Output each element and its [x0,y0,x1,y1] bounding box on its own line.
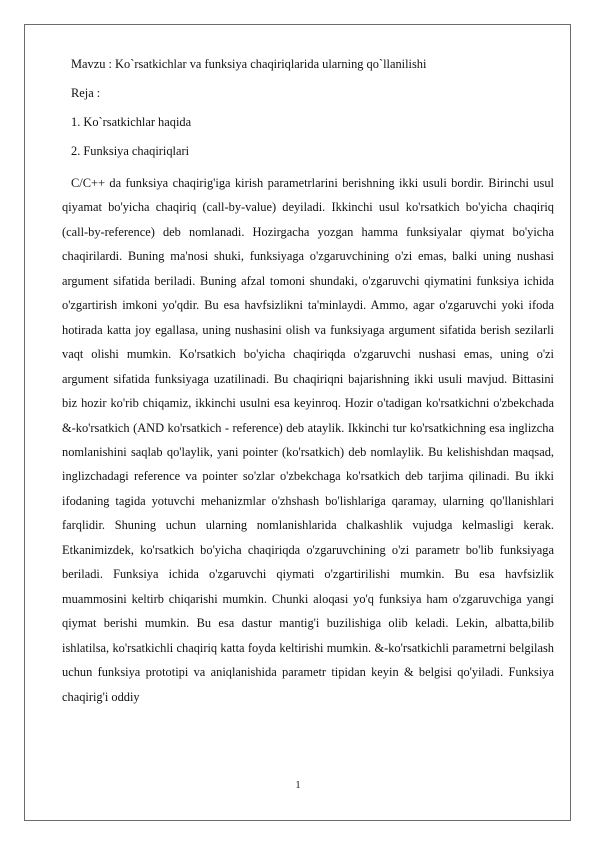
plan-item-2: 2. Funksiya chaqiriqlari [71,144,190,158]
topic-line: Mavzu : Ko`rsatkichlar va funksiya chaqiriqlarida ularning qo`llanilishi [71,57,427,71]
page-number: 1 [295,779,301,791]
document-content [62,55,554,709]
plan-item-1: 1. Ko`rsatkichlar haqida [71,115,192,129]
body-paragraph: C/C++ da funksiya chaqirig'iga kirish parametrlarini berishning ikki usuli bordir. Birinchi usul qiyamat bo'yicha chaqiriq (call-by-value) deyiladi. Ikkinchi usul ko'rsatkich bo'yicha chaqiriq (call-by-reference) deb nomlanadi. Hozirgacha yozgan hamma funksiyalar qiymat bo'yicha chaqirilardi. Buning ma'nosi shuki, funksiyaga o'zgaruvchining o'zi emas, balki uning nushasi argument sifatida beriladi. Buning afzal tomoni shundaki, o'zgaruvchi qiymatini funksiya ichida o'zgartirish imkoni yo'qdir. Bu esa havfsizlikni ta'minlaydi. Ammo, agar o'zgaruvchi yoki ifoda hotirada katta joy egallasa, uning nushasini olish va funksiyaga argument sifatida berish sezilarli vaqt olishi mumkin. Ko'rsatkich bo'yicha chaqiriqda o'zgaruvchi nushasi emas, uning o'zi argument sifatida funksiyaga uzatilinadi. Bu chaqiriqni bajarishning ikki usuli mavjud. Bittasini biz hozir ko'rib chiqamiz, ikkinchi usulni esa keyinroq. Hozir o'tadigan ko'rsatkichni o'zbekchada &-ko'rsatkich (AND ko'rsatkich - reference) deb ataylik. Ikkinchi tur ko'rsatkichning esa inglizcha nomlanishini saqlab qo'laylik, yani pointer (ko'rsatkich) deb nomlaylik. Bu kelishishdan maqsad, inglizchadagi reference va pointer so'zlar o'zbekchaga ko'rsatkich deb tarjima qilinadi. Bu ikki ifodaning tagida yotuvchi mehanizmlar o'zhshash bo'lishlariga qaramay, ularning qo'llanishlari farqlidir. Shuning uchun ularning nomlanishlarida chalkashlik vujudga kelmasligi kerak. Etkanimizdek, ko'rsatkich bo'yicha chaqiriqda o'zgaruvchining o'zi parametr bo'lib funksiyaga beriladi. Funksiya ichida o'zgaruvchi qiymati o'zgartirilishi mumkin. Bu esa havfsizlik muammosini keltirb chiqarishi mumkin. Chunki aloqasi yo'q funksiya ham o'zgaruvchiga yangi qiymat berishi mumkin. Bu esa dastur mantig'i buzilishiga olib keladi. Lekin, albatta,bilib ishlatilsa, ko'rsatkichli chaqiriq katta foyda keltirishi mumkin. &-ko'rsatkichli parametrni belgilash uchun funksiya prototipi va aniqlanishida parametr tipidan keyin & belgisi qo'yiladi. Funksiya chaqirig'i oddiy [62,176,554,704]
plan-label: Reja : [71,86,101,100]
